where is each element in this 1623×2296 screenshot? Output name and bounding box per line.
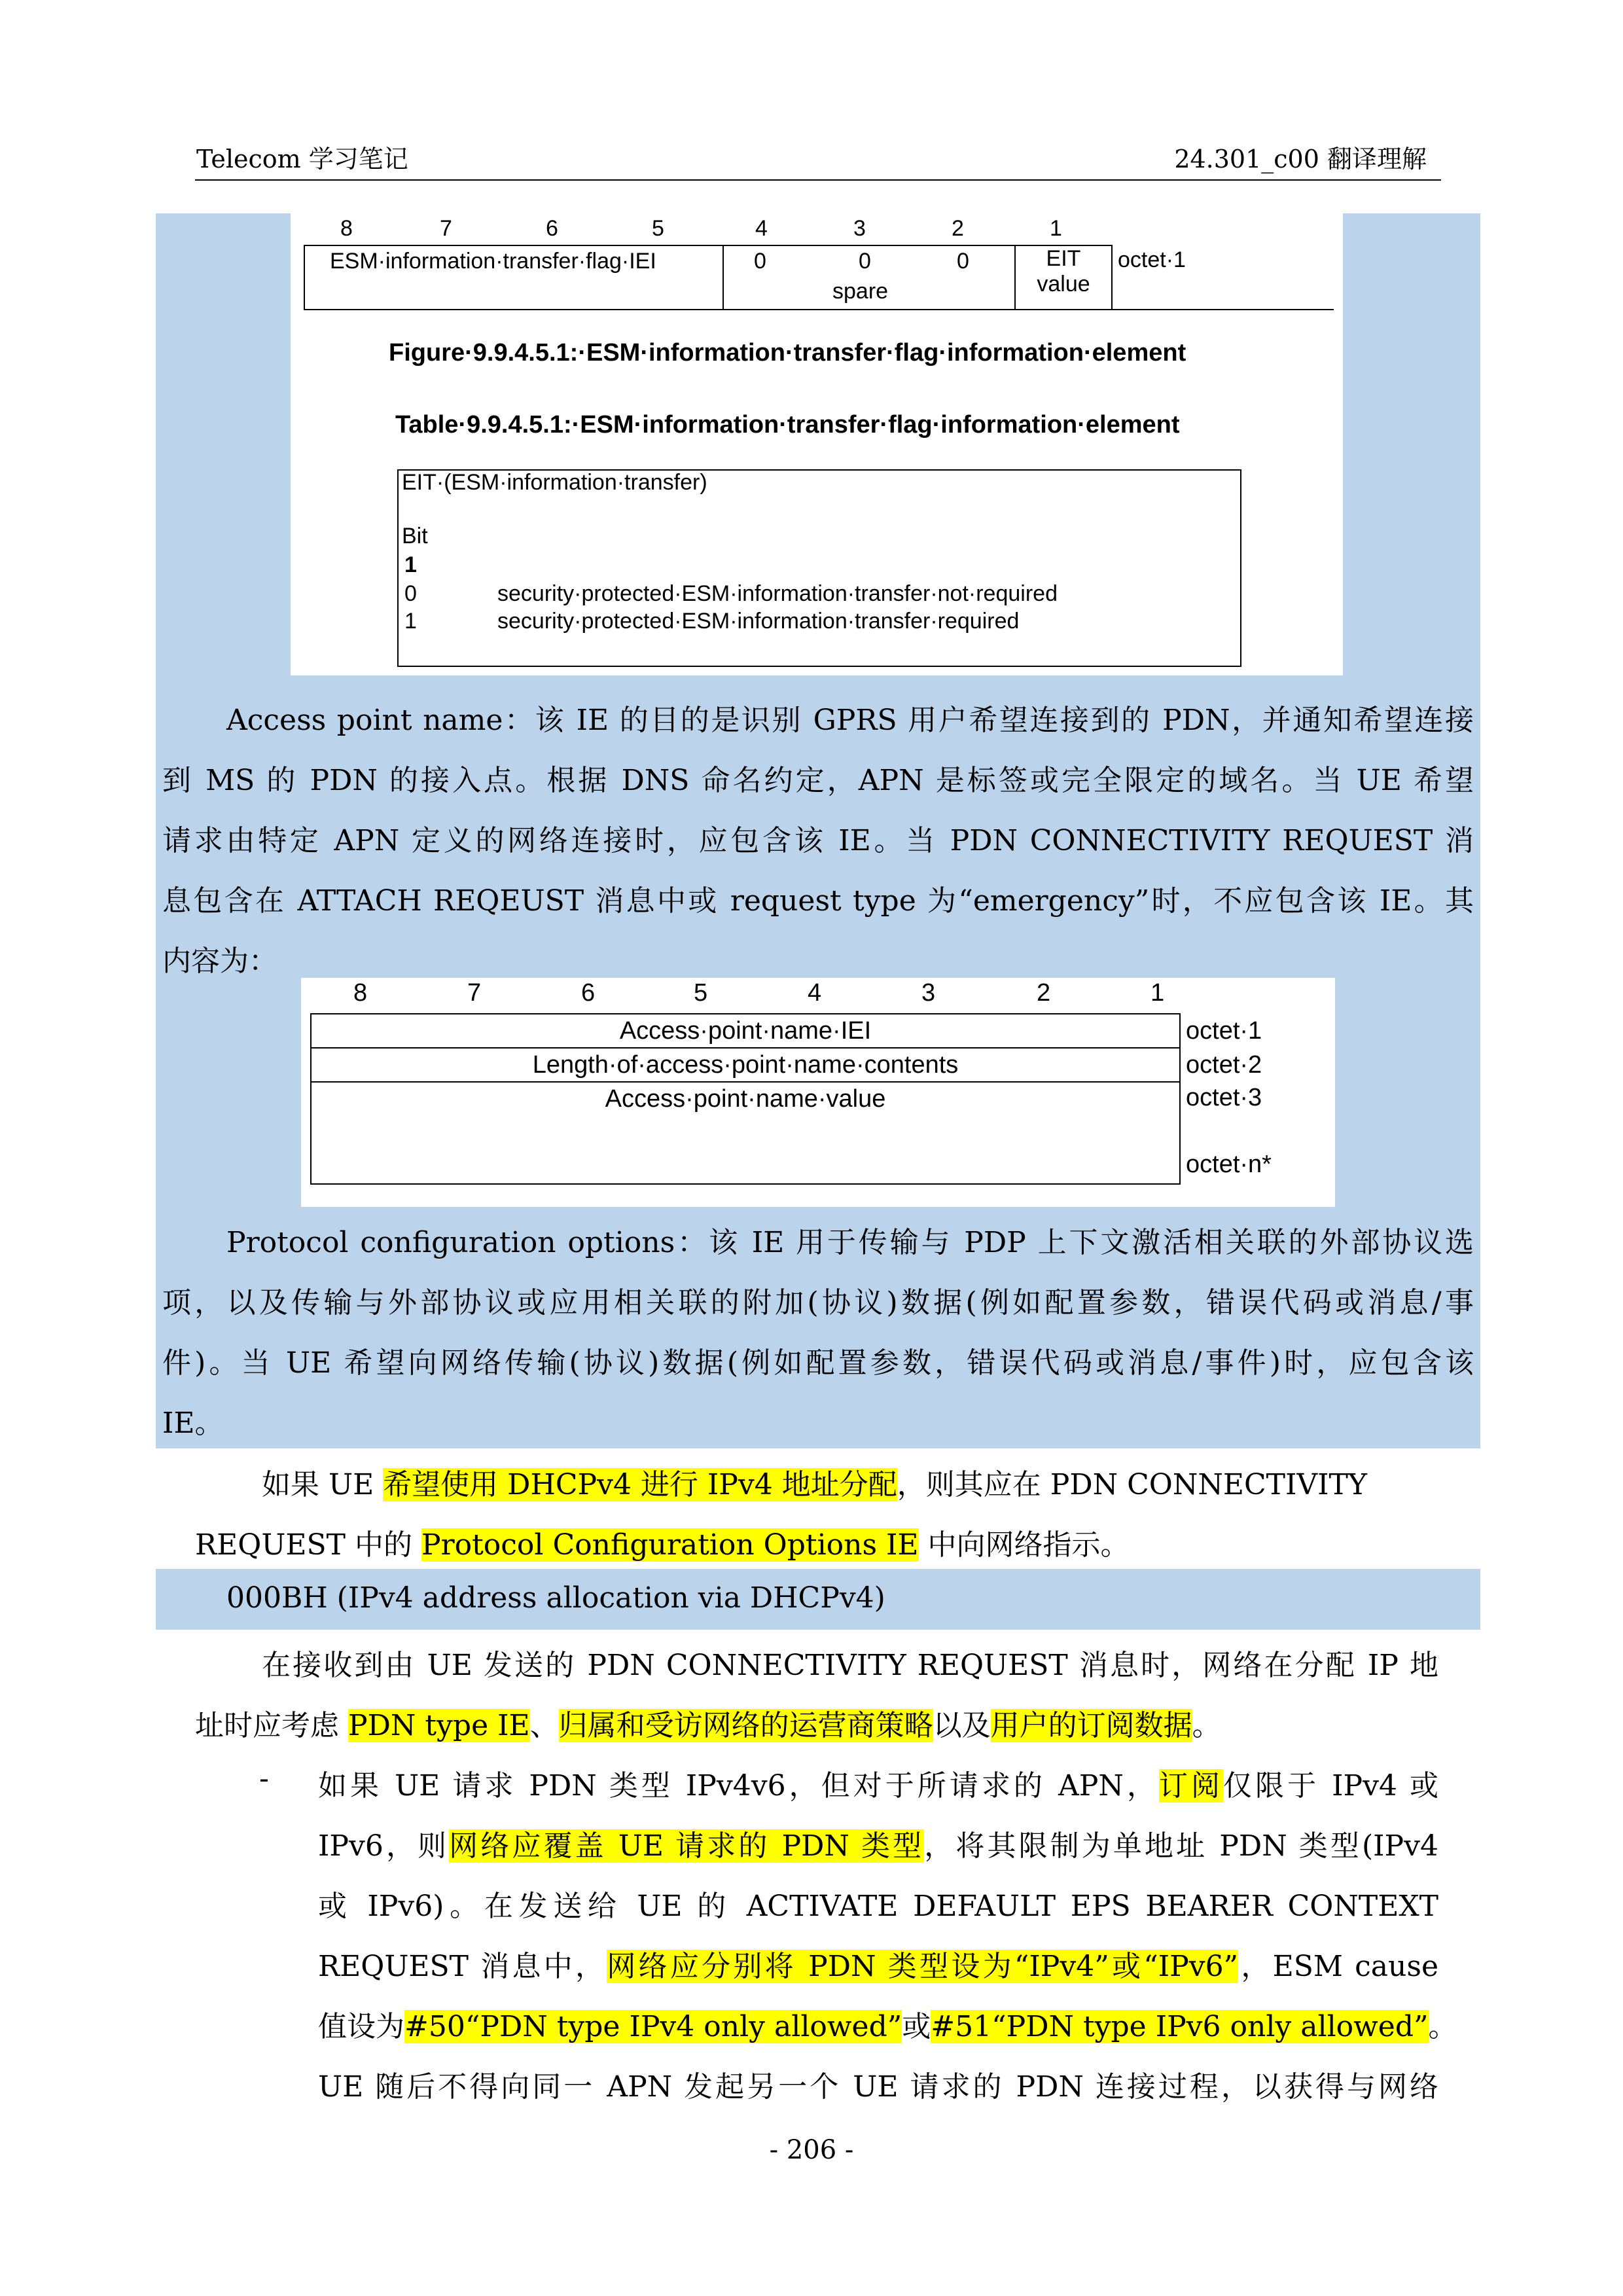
highlighted-text: 订阅 (1158, 1769, 1223, 1803)
bit-label: 3 (921, 979, 936, 1007)
bit-label: 2 (1037, 979, 1051, 1007)
octet-label: octet·1 (1118, 247, 1186, 272)
bit-label: 6 (546, 216, 558, 241)
dhcp-paragraph-line (195, 1521, 1130, 1563)
bit-label: 5 (694, 979, 708, 1007)
text-span: 。 (1192, 1709, 1221, 1742)
highlighted-text: 网络应覆盖 UE 请求的 PDN 类型 (449, 1829, 925, 1863)
iei-row: Access·point·name·IEI (310, 1013, 1181, 1049)
dhcp-code-line: 000BH (IPv4 address allocation via DHCPv4) (226, 1581, 885, 1615)
apn-paragraph-line: Access point name：该 IE 的目的是识别 GPRS 用户希望连接到的 PDN，并通知希望连接 (226, 704, 1474, 737)
bit-heading: Bit (402, 524, 428, 548)
header-divider (195, 179, 1441, 181)
table1-box (397, 469, 1241, 667)
octet-underline (1111, 309, 1334, 310)
text-span: IPv6，则 (318, 1829, 450, 1863)
table-row-meaning: security·protected·ESM·information·transfer·not·required (497, 581, 1058, 606)
text-span: 或 (902, 2010, 931, 2043)
spare-bit: 0 (957, 249, 969, 274)
bit-label: 8 (340, 216, 353, 241)
iei-label: ESM·information·transfer·flag·IEI (330, 249, 656, 274)
bullet-line (318, 1943, 1438, 1984)
network-paragraph-line: 在接收到由 UE 发送的 PDN CONNECTIVITY REQUEST 消息时，网络在分配 IP 地 (262, 1649, 1438, 1682)
spare-label: spare (832, 279, 889, 304)
network-paragraph-line (195, 1702, 1221, 1744)
text-span: 中向网络指示。 (918, 1528, 1130, 1562)
apn-paragraph-line: 息包含在 ATTACH REQEUST 消息中或 request type 为“emergency”时，不应包含该 IE。其 (162, 884, 1474, 918)
text-span: 仅限于 IPv4 或 (1223, 1769, 1438, 1803)
table1-caption: Table·9.9.4.5.1:·ESM·information·transfer·flag·information·element (395, 411, 1180, 439)
header-doc-ref: 24.301_c00 翻译理解 (1174, 145, 1427, 173)
table-row-value: 0 (404, 581, 417, 606)
text-span: REQUEST 消息中， (318, 1950, 607, 1983)
pco-paragraph-line: Protocol configuration options：该 IE 用于传输与 PDP 上下文激活相关联的外部协议选 (226, 1226, 1474, 1259)
bit-label: 1 (1050, 216, 1062, 241)
bit-label: 6 (581, 979, 596, 1007)
page-number: - 206 - (769, 2135, 854, 2165)
text-span: ，ESM cause (1238, 1950, 1438, 1983)
text-span: ，则其应在 PDN CONNECTIVITY (897, 1468, 1367, 1501)
bit-label: 7 (440, 216, 452, 241)
bullet-line (318, 1822, 1438, 1864)
bit-label: 7 (467, 979, 482, 1007)
bit-index: 1 (404, 552, 417, 577)
spare-cell (722, 245, 1016, 310)
highlighted-text: Protocol Configuration Options IE (421, 1528, 919, 1562)
value-row-label: Access·point·name·value (605, 1085, 886, 1113)
text-span: 以及 (933, 1709, 991, 1742)
text-span: 值设为 (318, 2010, 404, 2043)
apn-paragraph-line: 请求由特定 APN 定义的网络连接时，应包含该 IE。当 PDN CONNECTIVITY REQUEST 消 (162, 824, 1474, 857)
octet-label: octet·2 (1186, 1051, 1262, 1079)
bullet-dash: - (259, 1762, 269, 1795)
header-title: Telecom 学习笔记 (196, 145, 408, 173)
octet-label: octet·1 (1186, 1017, 1262, 1045)
bit-label: 4 (808, 979, 822, 1007)
apn-paragraph-line: 内容为： (162, 944, 277, 978)
highlighted-text: PDN type IE (348, 1709, 530, 1742)
iei-cell (304, 245, 724, 310)
table-row-meaning: security·protected·ESM·information·transfer·required (497, 609, 1020, 634)
table-row-value: 1 (404, 609, 417, 634)
highlighted-text: 网络应分别将 PDN 类型设为“IPv4”或“IPv6” (607, 1950, 1239, 1983)
pco-paragraph-line: IE。 (162, 1407, 224, 1440)
bit-label: 3 (853, 216, 866, 241)
text-span: ，将其限制为单地址 PDN 类型(IPv4 (924, 1829, 1439, 1863)
value-row (310, 1081, 1181, 1185)
table1-title: EIT·(ESM·information·transfer) (402, 470, 707, 495)
eit-value-label: value (1037, 272, 1090, 296)
eit-label: EIT (1046, 246, 1081, 271)
spare-bit: 0 (754, 249, 766, 274)
length-row: Length·of·access·point·name·contents (310, 1047, 1181, 1083)
text-span: 、 (529, 1709, 559, 1742)
dhcp-paragraph-line (262, 1461, 1367, 1503)
highlighted-text: #50“PDN type IPv4 only allowed” (404, 2010, 902, 2043)
text-span: 址时应考虑 (195, 1709, 348, 1742)
text-span: REQUEST 中的 (195, 1528, 421, 1562)
highlighted-text: #51“PDN type IPv6 only allowed” (931, 2010, 1429, 2043)
text-span: 。 (1428, 2010, 1457, 2043)
octet-label: octet·3 (1186, 1084, 1262, 1111)
text-span: 如果 UE (262, 1468, 383, 1501)
bit-label: 5 (652, 216, 664, 241)
highlighted-text: 希望使用 DHCPv4 进行 IPv4 地址分配 (383, 1468, 897, 1501)
bit-label: 2 (952, 216, 964, 241)
text-span: 如果 UE 请求 PDN 类型 IPv4v6，但对于所请求的 APN， (318, 1769, 1159, 1803)
highlighted-text: 用户的订阅数据 (990, 1709, 1192, 1742)
apn-paragraph-line: 到 MS 的 PDN 的接入点。根据 DNS 命名约定，APN 是标签或完全限定的域名。当 UE 希望 (162, 764, 1474, 797)
bullet-line (318, 1762, 1438, 1804)
bullet-line (318, 2003, 1457, 2045)
figure1-caption: Figure·9.9.4.5.1:·ESM·information·transfer·flag·information·element (389, 339, 1186, 367)
eit-cell (1014, 245, 1113, 310)
bullet-line: UE 随后不得向同一 APN 发起另一个 UE 请求的 PDN 连接过程，以获得与网络 (318, 2070, 1438, 2104)
pco-paragraph-line: 件)。当 UE 希望向网络传输(协议)数据(例如配置参数，错误代码或消息/事件)时，应包含该 (162, 1346, 1474, 1380)
bullet-line: 或 IPv6)。在发送给 UE 的 ACTIVATE DEFAULT EPS BEARER CONTEXT (318, 1890, 1438, 1923)
bit-label: 1 (1150, 979, 1165, 1007)
highlighted-text: 归属和受访网络的运营商策略 (558, 1709, 933, 1742)
bit-label: 4 (755, 216, 768, 241)
bit-label: 8 (353, 979, 368, 1007)
octet-label: octet·n* (1186, 1151, 1272, 1178)
pco-paragraph-line: 项，以及传输与外部协议或应用相关联的附加(协议)数据(例如配置参数，错误代码或消息/事 (162, 1286, 1474, 1319)
spare-bit: 0 (859, 249, 871, 274)
